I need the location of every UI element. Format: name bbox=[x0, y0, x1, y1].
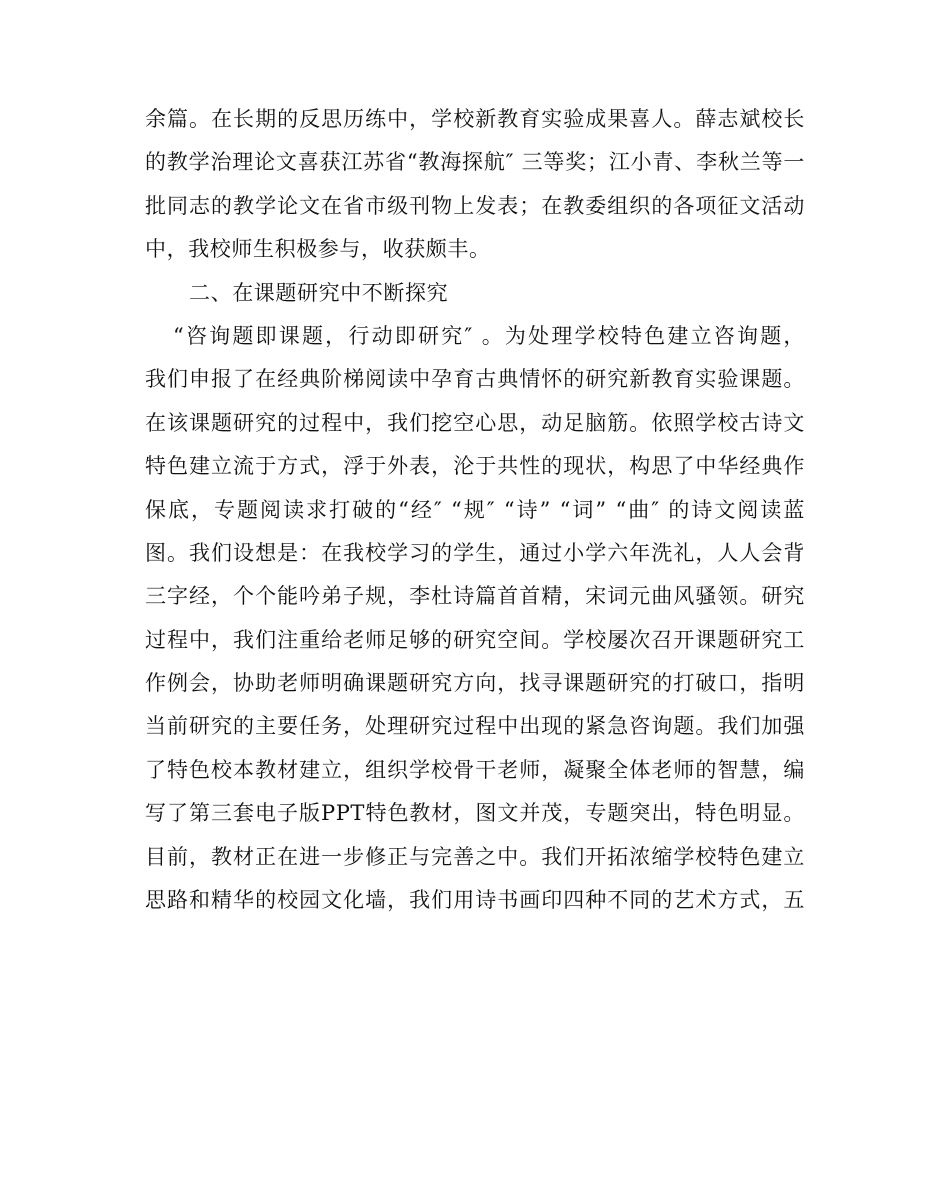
text-line: 中，我校师生积极参与，收获颇丰。 bbox=[145, 237, 491, 262]
text-line: 我们申报了在经典阶梯阅读中孕育古典情怀的研究新教育实验课题。 bbox=[145, 367, 805, 392]
text-line: 当前研究的主要任务，处理研究过程中出现的紧急咨询题。我们加强 bbox=[145, 714, 805, 739]
text-line: 写了第三套电子版PPT特色教材，图文并茂，专题突出，特色明显。 bbox=[145, 801, 805, 826]
text-line: “咨询题即课题，行动即研究″ 。为处理学校特色建立咨询题， bbox=[173, 323, 805, 348]
text-line: 作例会，协助老师明确课题研究方向，找寻课题研究的打破口，指明 bbox=[145, 671, 805, 696]
text-line: 思路和精华的校园文化墙，我们用诗书画印四种不同的艺术方式，五 bbox=[145, 888, 805, 913]
section-heading: 二、在课题研究中不断探究 bbox=[189, 280, 449, 305]
text-line: 余篇。在长期的反思历练中，学校新教育实验成果喜人。薛志斌校长 bbox=[145, 107, 805, 131]
text-line: 特色建立流于方式，浮于外表，沦于共性的现状，构思了中华经典作 bbox=[145, 454, 805, 479]
text-line: 图。我们设想是：在我校学习的学生，通过小学六年洗礼，人人会背 bbox=[145, 540, 805, 565]
text-line: 在该课题研究的过程中，我们挖空心思，动足脑筋。依照学校古诗文 bbox=[145, 410, 805, 435]
document-body bbox=[145, 98, 805, 922]
text-line: 了特色校本教材建立，组织学校骨干老师，凝聚全体老师的智慧，编 bbox=[145, 757, 805, 782]
text-line: 三字经，个个能吟弟子规，李杜诗篇首首精，宋词元曲风骚领。研究 bbox=[145, 584, 805, 609]
text-line: 保底，专题阅读求打破的“经″ “规″ “诗” “词” “曲″ 的诗文阅读蓝 bbox=[145, 497, 805, 522]
text-line: 过程中，我们注重给老师足够的研究空间。学校屡次召开课题研究工 bbox=[145, 627, 805, 652]
text-line: 目前，教材正在进一步修正与完善之中。我们开拓浓缩学校特色建立 bbox=[145, 844, 805, 869]
text-line: 的教学治理论文喜获江苏省“教海探航″ 三等奖；江小青、李秋兰等一 bbox=[145, 150, 805, 175]
text-line: 批同志的教学论文在省市级刊物上发表；在教委组织的各项征文活动 bbox=[145, 193, 805, 218]
